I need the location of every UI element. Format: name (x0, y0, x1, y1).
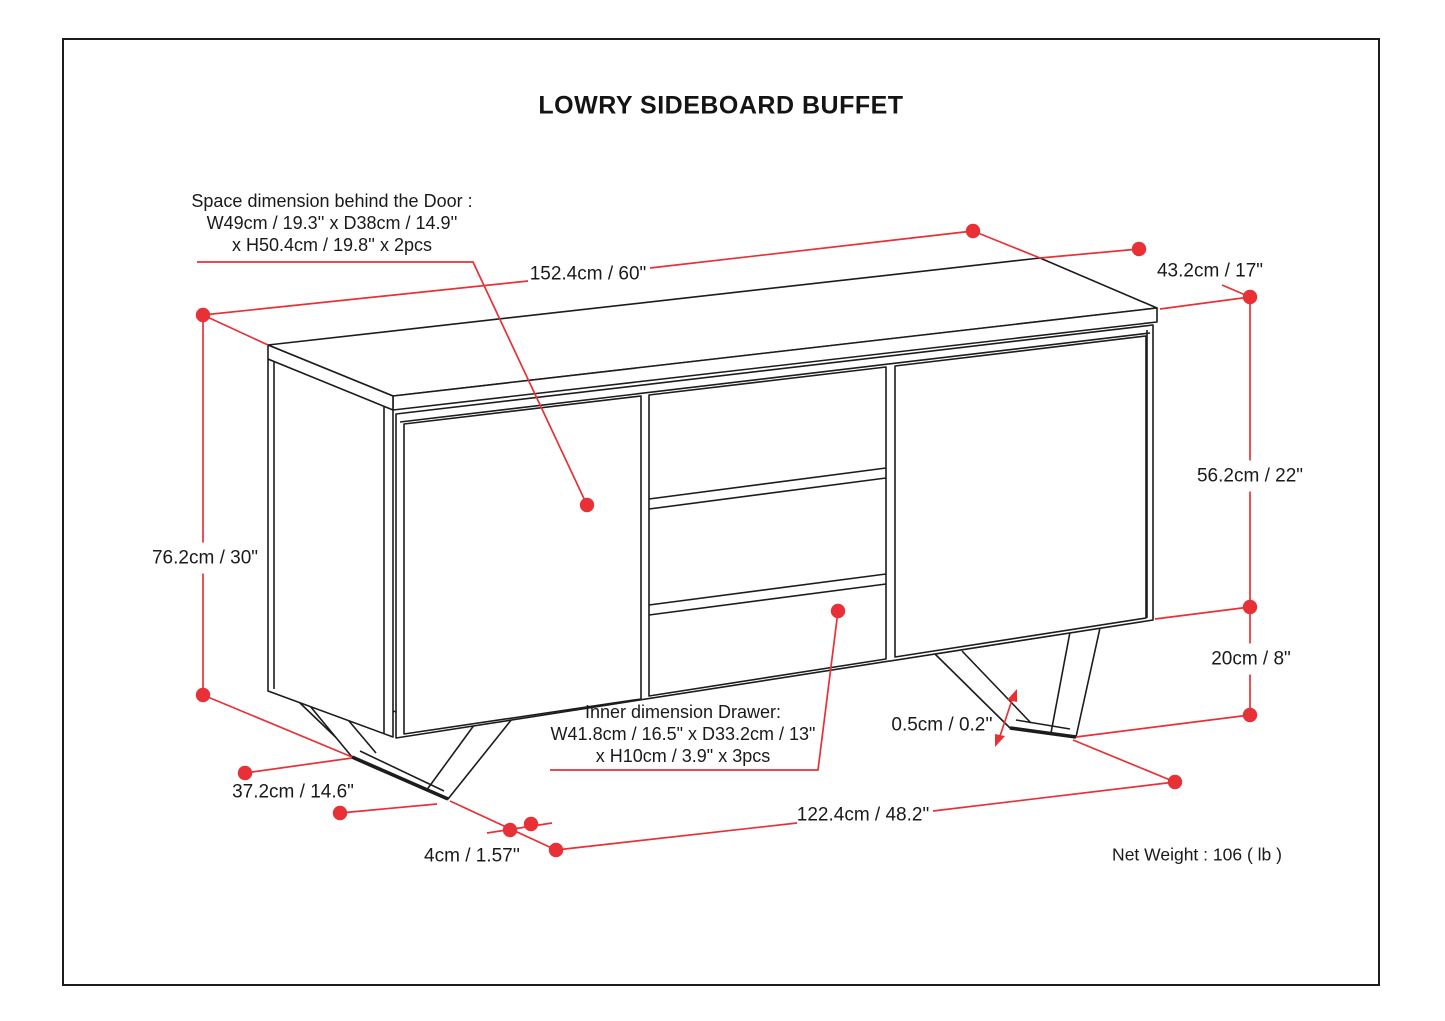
foot-depth-label: 37.2cm / 14.6" (232, 781, 354, 803)
inner-note-line2: W41.8cm / 16.5" x D33.2cm / 13" (550, 724, 816, 744)
foot-edge-label: 0.5cm / 0.2'' (891, 714, 993, 736)
space-behind-door-note (191, 190, 472, 256)
net-weight-label: Net Weight : 106 ( lb ) (1112, 844, 1282, 865)
page-title: LOWRY SIDEBOARD BUFFET (538, 91, 904, 120)
front-leg-span-label: 122.4cm / 48.2" (796, 804, 930, 826)
space-note-line2: W49cm / 19.3'' x D38cm / 14.9'' (206, 213, 458, 233)
inner-note-line1: Inner dimension Drawer: (584, 702, 782, 722)
cabinet-height-label: 56.2cm / 22" (1193, 461, 1307, 492)
inner-drawer-note (551, 701, 816, 767)
leg-thickness-label: 4cm / 1.57'' (424, 845, 520, 867)
leg-height-label: 20cm / 8" (1207, 644, 1295, 675)
overall-depth-label: 43.2cm / 17" (1156, 260, 1264, 282)
overall-width-label: 152.4cm / 60" (529, 263, 647, 285)
overall-height-label: 76.2cm / 30" (148, 543, 262, 574)
space-note-line3: x H50.4cm / 19.8'' x 2pcs (232, 235, 432, 255)
space-note-line1: Space dimension behind the Door : (191, 191, 473, 211)
inner-note-line3: x H10cm / 3.9" x 3pcs (595, 746, 771, 766)
